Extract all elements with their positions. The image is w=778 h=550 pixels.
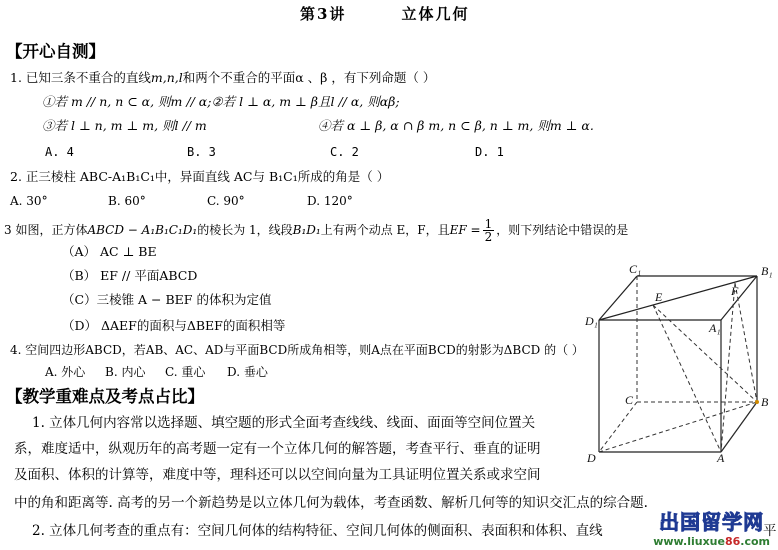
label-b1: B₁ (761, 264, 773, 278)
paragraph-1-line-4: 中的角和距离等. 高考的另一个新趋势是以立体几何为载体，考查函数、解析几何等的知识交汇点的综合题. (14, 495, 648, 511)
watermark-url: www.liuxue86.com (653, 535, 770, 548)
label-a: A (717, 451, 725, 462)
page-title (300, 3, 469, 24)
section-heading-key-points: 【教学重难点及考点占比】 (6, 387, 204, 406)
q2-stem: 2. 正三棱柱 ABC-A₁B₁C₁中，异面直线 AC与 B₁C₁所成的角是（ ） (10, 169, 390, 184)
hidden-edge-cd (599, 402, 637, 452)
label-d: D (587, 451, 596, 462)
paragraph-1-line-2: 系，难度适中，纵观历年的高考题一定有一个立体几何的解答题，考查平行、垂直的证明 (14, 441, 541, 457)
edge-c1d1 (599, 276, 637, 320)
paragraph-2-tail: 平 (763, 523, 777, 539)
q1-choice-3: ③若 l ⊥ n, m ⊥ m, 则l // m (42, 118, 207, 133)
point-b-marker (755, 400, 759, 404)
paragraph-1-line-1: 1. 立体几何内容常以选择题、填空题的形式全面考查线线、线面、面面等空间位置关 (32, 415, 536, 431)
label-b: B (761, 395, 769, 409)
q1-stem: 1. 已知三条不重合的直线m,n,l和两个不重合的平面α 、β ，有下列命题（ ） (10, 70, 436, 85)
q2-option-c: C. 90° (207, 194, 245, 208)
lecture-topic: 立体几何 (401, 5, 470, 23)
q1-option-d: D. 1 (475, 145, 504, 159)
q4-option-a: A. 外心 (45, 365, 86, 379)
q1-option-c: C. 2 (330, 145, 359, 159)
fraction-one-half: $\frac{1}{2}$ (484, 217, 493, 244)
q3-stem: 3 如图，正方体ABCD − A₁B₁C₁D₁的棱长为 1，线段B₁D₁上有两个动点 E，F，且EF = $\frac{1}{2}$ ，则下列结论中错误的是 (4, 217, 629, 244)
q1-option-a: A. 4 (45, 145, 74, 159)
q2-option-b: B. 60° (108, 194, 146, 208)
q1-option-b: B. 3 (187, 145, 216, 159)
q1-choice-1: ①若 m // n, n ⊂ α, 则m // α; (42, 94, 212, 109)
q3-option-d: （D） ΔAEF的面积与ΔBEF的面积相等 (62, 318, 286, 333)
label-c1: C₁ (629, 262, 642, 276)
q4-option-c: C. 重心 (165, 365, 206, 379)
segment-fa (721, 283, 735, 452)
label-c: C (625, 393, 634, 407)
q2-option-a: A. 30° (10, 194, 48, 208)
section-heading-self-test: 【开心自测】 (6, 42, 105, 61)
edge-a1b1 (721, 276, 757, 320)
watermark-main-text: 出国留学网 (659, 510, 765, 534)
q3-option-c: （C）三棱锥 A − BEF 的体积为定值 (62, 292, 272, 307)
q3-option-a: （A） AC ⊥ BE (62, 244, 157, 259)
lecture-number: 第3讲 (300, 5, 347, 23)
label-f: F (731, 284, 739, 298)
q1-choice-2: ②若 l ⊥ α, m ⊥ β且l // α, 则αβ; (211, 94, 400, 109)
q4-option-b: B. 内心 (105, 365, 146, 379)
q2-option-d: D. 120° (307, 194, 353, 208)
q4-option-d: D. 垂心 (227, 365, 268, 379)
paragraph-2: 2. 立体几何考查的重点有：空间几何体的结构特征、空间几何体的侧面积、表面积和体积、直线 (32, 523, 603, 539)
segment-fb (735, 283, 757, 402)
q3-option-b: （B） EF // 平面ABCD (62, 268, 198, 283)
q1-choice-4: ④若 α ⊥ β, α ∩ β m, n ⊂ β, n ⊥ m, 则m ⊥ α. (318, 118, 594, 133)
q1-choices-row1 (42, 94, 400, 110)
diagonal-db (599, 402, 757, 452)
label-d1: D₁ (585, 314, 598, 328)
segment-ab-dash (721, 402, 757, 452)
paragraph-1-line-3: 及面积、体积的计算等，难度中等，理科还可以以空间向量为工具证明位置关系或求空间 (14, 467, 541, 483)
label-a1: A₁ (709, 321, 721, 335)
label-e: E (655, 290, 663, 304)
watermark-logo (653, 506, 770, 548)
cube-figure (585, 262, 775, 462)
q4-stem: 4. 空间四边形ABCD，若AB、AC、AD与平面BCD所成角相等，则A点在平面BCD的射影为ΔBCD 的（ ） (10, 343, 584, 357)
